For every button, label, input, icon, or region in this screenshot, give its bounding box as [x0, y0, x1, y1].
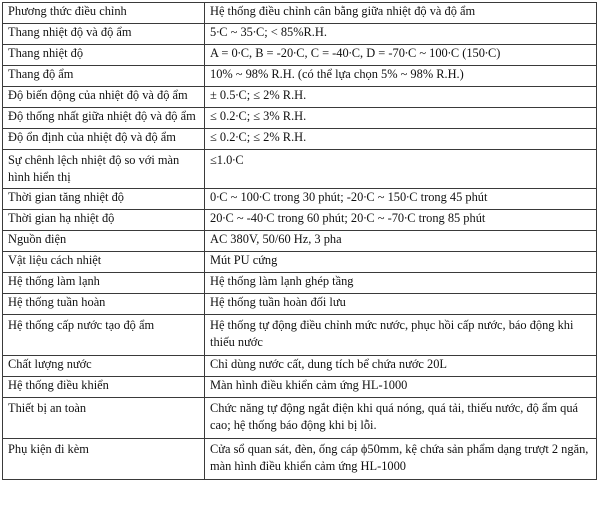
row-label: Độ thống nhất giữa nhiệt độ và độ ẩm [3, 108, 205, 129]
table-row [3, 377, 597, 398]
table-row [3, 189, 597, 210]
row-value: Hệ thống điều chỉnh cân bằng giữa nhiệt độ và độ ẩm [205, 3, 597, 24]
row-value: Hệ thống làm lạnh ghép tầng [205, 273, 597, 294]
table-row [3, 87, 597, 108]
row-label: Hệ thống tuần hoàn [3, 294, 205, 315]
row-value: Mút PU cứng [205, 252, 597, 273]
row-label: Phụ kiện đi kèm [3, 439, 205, 480]
row-value: ≤ 0.2∙C; ≤ 2% R.H. [205, 129, 597, 150]
table-row [3, 356, 597, 377]
table-row [3, 294, 597, 315]
row-value: Màn hình điều khiển cảm ứng HL-1000 [205, 377, 597, 398]
table-row [3, 150, 597, 189]
table-row [3, 273, 597, 294]
table-row [3, 129, 597, 150]
row-label: Thang nhiệt độ [3, 45, 205, 66]
row-label: Thời gian hạ nhiệt độ [3, 210, 205, 231]
table-row [3, 24, 597, 45]
row-value: ≤1.0∙C [205, 150, 597, 189]
row-label: Thời gian tăng nhiệt độ [3, 189, 205, 210]
row-label: Vật liệu cách nhiệt [3, 252, 205, 273]
row-label: Hệ thống làm lạnh [3, 273, 205, 294]
row-value: ≤ 0.2∙C; ≤ 3% R.H. [205, 108, 597, 129]
row-label: Thang độ ẩm [3, 66, 205, 87]
row-value: Hệ thống tuần hoàn đối lưu [205, 294, 597, 315]
table-row [3, 210, 597, 231]
row-value: AC 380V, 50/60 Hz, 3 pha [205, 231, 597, 252]
row-value: Chức năng tự động ngắt điện khi quá nóng, quá tải, thiếu nước, độ ẩm quá cao; hệ thống báo động khi bị lỗi. [205, 398, 597, 439]
spec-table [2, 2, 597, 480]
row-label: Hệ thống điều khiển [3, 377, 205, 398]
table-row [3, 315, 597, 356]
row-value: 0∙C ~ 100∙C trong 30 phút; -20∙C ~ 150∙C trong 45 phút [205, 189, 597, 210]
table-row [3, 439, 597, 480]
row-label: Thiết bị an toàn [3, 398, 205, 439]
row-label: Phương thức điều chỉnh [3, 3, 205, 24]
row-value: ± 0.5∙C; ≤ 2% R.H. [205, 87, 597, 108]
row-label: Độ biến động của nhiệt độ và độ ẩm [3, 87, 205, 108]
row-value: Cửa sổ quan sát, đèn, ống cáp ϕ50mm, kệ chứa sản phẩm dạng trượt 2 ngăn, màn hình điều khiển cảm ứng HL-1000 [205, 439, 597, 480]
row-value: Hệ thống tự động điều chỉnh mức nước, phục hồi cấp nước, báo động khi thiếu nước [205, 315, 597, 356]
table-row [3, 3, 597, 24]
row-value: 20∙C ~ -40∙C trong 60 phút; 20∙C ~ -70∙C trong 85 phút [205, 210, 597, 231]
row-label: Chất lượng nước [3, 356, 205, 377]
row-label: Thang nhiệt độ và độ ẩm [3, 24, 205, 45]
table-row [3, 45, 597, 66]
row-label: Nguồn điện [3, 231, 205, 252]
table-row [3, 66, 597, 87]
table-row [3, 398, 597, 439]
row-value: 10% ~ 98% R.H. (có thể lựa chọn 5% ~ 98% R.H.) [205, 66, 597, 87]
row-value: A = 0∙C, B = -20∙C, C = -40∙C, D = -70∙C ~ 100∙C (150∙C) [205, 45, 597, 66]
table-row [3, 108, 597, 129]
table-row [3, 252, 597, 273]
row-label: Hệ thống cấp nước tạo độ ẩm [3, 315, 205, 356]
row-value: Chỉ dùng nước cất, dung tích bể chứa nước 20L [205, 356, 597, 377]
row-value: 5∙C ~ 35∙C; < 85%R.H. [205, 24, 597, 45]
row-label: Độ ổn định của nhiệt độ và độ ẩm [3, 129, 205, 150]
table-row [3, 231, 597, 252]
row-label: Sự chênh lệch nhiệt độ so với màn hình hiển thị [3, 150, 205, 189]
